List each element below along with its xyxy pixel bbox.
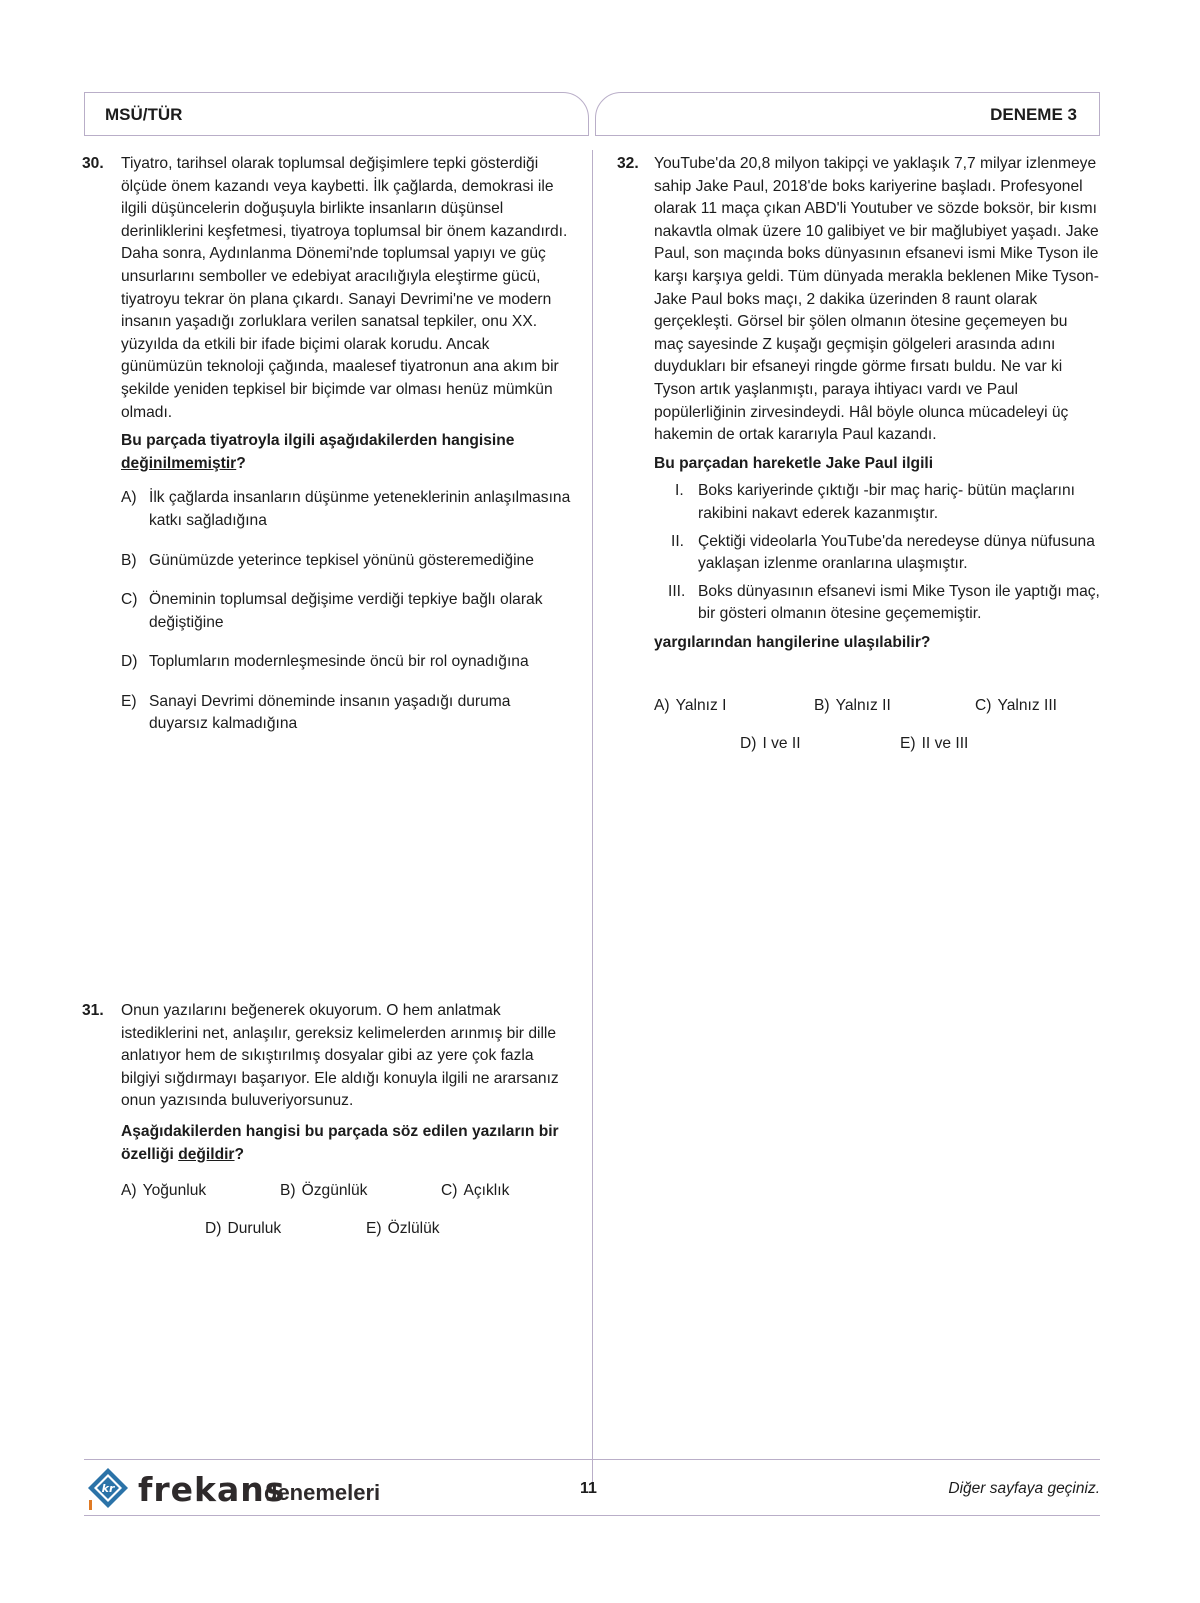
option-text: Özlülük — [387, 1220, 440, 1237]
option-label: C) — [121, 591, 138, 609]
question-passage: Tiyatro, tarihsel olarak toplumsal değişimlere tepki gösterdiği ölçüde önem kazandı veya kaybetti. İlk çağlarda, demokrasi ile ilgili düşüncelerin doğuşuyla birlikte insanların düşünsel derinliklerini keşfetmesi, tiyatroya toplumsal bir önem kazandırdı. Daha sonra, Aydınlanma Dönemi'nde toplumsal yapıyı ve güç unsurlarını semboller ve edebiyat aracılığıyla eleştirme gücü, tiyatroyu tekrar ön plana çıkardı. Sanayi Devrimi'ne ve modern insanın yaşadığı zorluklara verilen sanatsal tepkiler, onu XX. yüzyılda da etkili bir ifade biçimi olarak korudu. Ancak günümüzün teknoloji çağında, maalesef tiyatronun ana akım bir şekilde yeniden tepkisel bir biçimde var olması henüz mümkün olmadı. — [121, 155, 568, 421]
question-passage: YouTube'da 20,8 milyon takipçi ve yaklaşık 7,7 milyar izlenmeye sahip Jake Paul, 2018'de boks kariyerine başladı. Profesyonel olarak 11 maça çıkan ABD'li Youtuber ve sözde boksör, bir kısmı nakavtla olmak üzere 10 galibiyet ve bir mağlubiyet yaşadı. Jake Paul, son maçında boks dünyasının efsanevi ismi Mike Tyson ile karşı karşıya geldi. Tüm dünyada merakla beklenen Mike Tyson-Jake Paul boks maçı, 2 dakika üzerinden 8 raunt olarak gerçekleşti. Görsel bir şölen olmanın ötesine geçemeyen bu maç sayesinde Z kuşağı geçmişin gölgeleri arasında adını duydukları bir efsaneyi ringde görme fırsatı buldu. Ne var ki Tyson artık yaşlanmıştı, paraya ihtiyacı vardı ve Paul popülerliğinin zirvesindeydi. Hâl böyle olunca mücadeleyi üç hakemin de ortak kararıyla Paul kazandı. — [654, 155, 1099, 444]
header-left-title: MSÜ/TÜR — [105, 105, 183, 124]
option-label: B) — [121, 551, 137, 569]
option-text: II ve III — [921, 735, 969, 752]
option-label: E) — [121, 692, 137, 710]
question-prompt — [121, 430, 571, 475]
option-c[interactable] — [441, 1180, 509, 1203]
header-left-box — [84, 92, 589, 136]
option-text: I ve II — [762, 735, 801, 752]
option-text: Yalnız II — [835, 697, 891, 714]
option-label: C) — [441, 1182, 458, 1199]
option-label: A) — [121, 1182, 137, 1199]
option-e[interactable] — [900, 733, 968, 756]
question-30 — [82, 153, 571, 736]
question-prompt — [121, 1121, 571, 1166]
footer-rule-bottom — [84, 1515, 1100, 1516]
option-a[interactable] — [121, 487, 571, 532]
option-text: Günümüzde yeterince tepkisel yönünü gösteremediğine — [149, 551, 534, 569]
option-label: E) — [366, 1220, 382, 1237]
option-label: B) — [814, 697, 830, 714]
statement-3 — [654, 581, 1100, 626]
statement-text: Boks kariyerinde çıktığı -bir maç hariç- bütün maçlarını rakibini nakavt ederek kazanmıştır. — [698, 482, 1075, 522]
option-text: Sanayi Devrimi döneminde insanın yaşadığı duruma duyarsız kalmadığına — [149, 692, 511, 733]
option-label: C) — [975, 697, 992, 714]
option-e[interactable] — [121, 691, 571, 736]
question-32 — [617, 153, 1100, 654]
option-a[interactable] — [654, 695, 726, 718]
option-b[interactable] — [121, 550, 571, 573]
option-c[interactable] — [975, 695, 1057, 718]
prompt-end: ? — [234, 1145, 245, 1163]
statement-text: Çektiği videolarla YouTube'da neredeyse dünya nüfusuna yaklaşan izlenme oranlarına ulaşmıştır. — [698, 532, 1095, 573]
option-label: D) — [121, 653, 138, 671]
question-31 — [82, 1000, 571, 1166]
logo-wordmark: frekans — [138, 1470, 286, 1509]
question-number: 32. — [617, 155, 639, 172]
statement-2 — [654, 531, 1100, 576]
question-number: 31. — [82, 1002, 104, 1019]
option-d[interactable] — [205, 1218, 281, 1241]
option-b[interactable] — [814, 695, 891, 718]
option-text: Toplumların modernleşmesinde öncü bir rol oynadığına — [149, 653, 529, 671]
footer-rule-top — [84, 1459, 1100, 1460]
prompt-end: ? — [236, 454, 246, 472]
prompt-emphasis: değildir — [178, 1145, 235, 1163]
logo-badge-text: kr — [101, 1482, 115, 1495]
statement-text: Boks dünyasının efsanevi ismi Mike Tyson ile yaptığı maç, bir gösteri olmanın ötesine geçememiştir. — [698, 582, 1100, 623]
option-d[interactable] — [121, 651, 571, 674]
column-divider — [592, 150, 593, 1485]
option-text: Duruluk — [227, 1220, 282, 1237]
option-text: İlk çağlarda insanların düşünme yeteneklerinin anlaşılmasına katkı sağladığına — [149, 489, 571, 529]
statement-label: I. — [675, 482, 684, 500]
option-text: Öneminin toplumsal değişime verdiği tepkiye bağlı olarak değiştiğine — [149, 591, 543, 631]
logo-subtitle: denemeleri — [264, 1480, 381, 1505]
publisher-logo — [86, 1466, 386, 1512]
question-prompt: yargılarından hangilerine ulaşılabilir? — [654, 633, 931, 651]
option-c[interactable] — [121, 589, 571, 634]
option-text: Yoğunluk — [142, 1182, 207, 1199]
option-label: E) — [900, 735, 916, 752]
option-d[interactable] — [740, 733, 801, 756]
header-right-box — [595, 92, 1100, 136]
prompt-text: Aşağıdakilerden hangisi bu parçada söz edilen yazıların bir özelliği — [121, 1122, 559, 1163]
option-label: D) — [740, 735, 757, 752]
option-b[interactable] — [280, 1180, 367, 1203]
option-text: Açıklık — [463, 1182, 510, 1199]
option-a[interactable] — [121, 1180, 206, 1203]
prompt-emphasis: değinilmemiştir — [121, 454, 237, 472]
statement-label: II. — [671, 532, 684, 550]
option-text: Yalnız I — [675, 697, 727, 714]
option-label: D) — [205, 1220, 222, 1237]
next-page-note: Diğer sayfaya geçiniz. — [948, 1480, 1100, 1497]
option-text: Yalnız III — [997, 697, 1057, 714]
option-label: B) — [280, 1182, 296, 1199]
statement-label: III. — [668, 582, 686, 600]
option-label: A) — [654, 697, 670, 714]
option-e[interactable] — [366, 1218, 440, 1241]
logo-badge-icon — [86, 1466, 134, 1512]
question-passage: Onun yazılarını beğenerek okuyorum. O hem anlatmak istediklerini net, anlaşılır, gereksiz kelimelerden arınmış bir dille anlatıyor hem de sıkıştırılmış dosyalar gibi az yere çok fazla bilgiyi sığdırmayı başarıyor. Ele aldığı konuyla ilgili ne ararsanız onun yazısında buluveriyorsunuz. — [121, 1002, 559, 1110]
prompt-text: Bu parçada tiyatroyla ilgili aşağıdakilerden hangisine — [121, 432, 515, 450]
option-label: A) — [121, 489, 137, 507]
header-right-title: DENEME 3 — [990, 105, 1077, 124]
question-number: 30. — [82, 155, 104, 172]
question-lead: Bu parçadan hareketle Jake Paul ilgili — [654, 454, 934, 472]
page-number: 11 — [580, 1480, 597, 1497]
statement-1 — [654, 480, 1100, 525]
option-text: Özgünlük — [301, 1182, 368, 1199]
